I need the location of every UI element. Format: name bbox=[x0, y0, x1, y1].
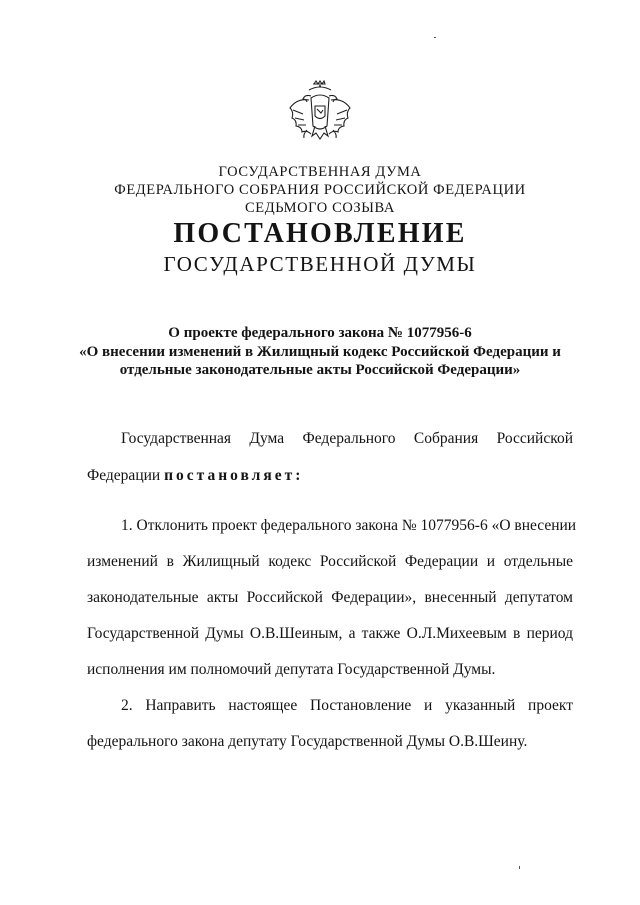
item1-line: изменений в Жилищный кодекс Российской Федерации и отдельные bbox=[87, 553, 573, 570]
item1-line: законодательные акты Российской Федерации», внесенный депутатом bbox=[87, 589, 573, 606]
item1-line: исполнения им полномочий депутата Государственной Думы. bbox=[87, 661, 496, 678]
preamble-line-2 bbox=[87, 467, 303, 485]
preamble-text: Федерации bbox=[87, 467, 165, 484]
item1-line: 1. Отклонить проект федерального закона № 1077956-6 «О внесении bbox=[121, 517, 577, 534]
coat-of-arms-emblem bbox=[287, 80, 353, 150]
subject-line-1: О проекте федерального закона № 1077956-6 bbox=[168, 325, 472, 341]
subject-line-3: отдельные законодательные акты Российской Федерации» bbox=[119, 362, 521, 378]
scan-speck bbox=[519, 866, 520, 869]
document-subtitle: ГОСУДАРСТВЕННОЙ ДУМЫ bbox=[163, 252, 477, 276]
subject-line-2: «О внесении изменений в Жилищный кодекс Российской Федерации и bbox=[79, 344, 561, 360]
scan-speck bbox=[434, 37, 436, 38]
header-line-3: СЕДЬМОГО СОЗЫВА bbox=[245, 200, 395, 216]
preamble-line-1: Государственная Дума Федерального Собрания Российской bbox=[121, 430, 573, 447]
item2-line: 2. Направить настоящее Постановление и указанный проект bbox=[121, 697, 573, 714]
item1-line: Государственной Думы О.В.Шеиным, а также О.Л.Михеевым в период bbox=[87, 625, 573, 642]
document-title: ПОСТАНОВЛЕНИЕ bbox=[173, 218, 467, 249]
item2-line: федерального закона депутату Государственной Думы О.В.Шеину. bbox=[87, 733, 528, 750]
header-line-1: ГОСУДАРСТВЕННАЯ ДУМА bbox=[218, 164, 422, 180]
header-line-2: ФЕДЕРАЛЬНОГО СОБРАНИЯ РОССИЙСКОЙ ФЕДЕРАЦИИ bbox=[114, 182, 526, 198]
resolution-verb: постановляет: bbox=[164, 467, 304, 484]
